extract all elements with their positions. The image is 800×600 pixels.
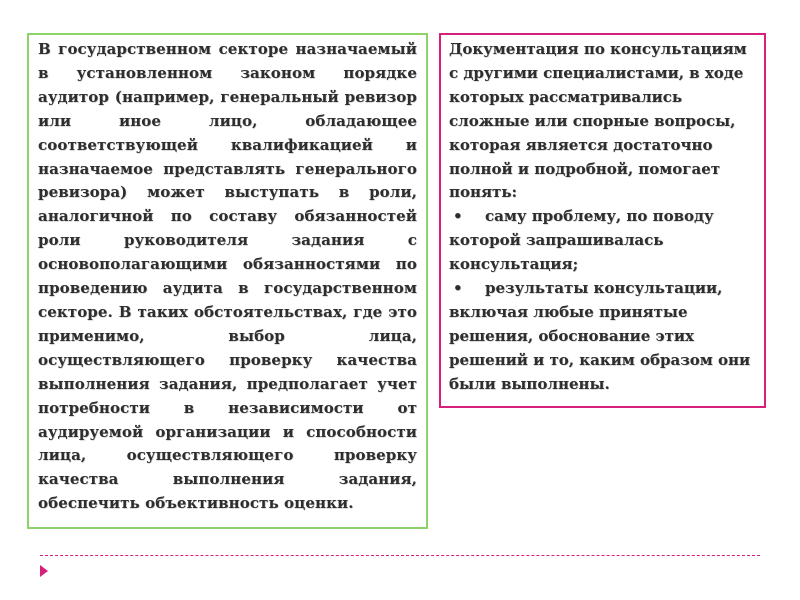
- play-arrow-icon[interactable]: [40, 565, 48, 577]
- right-intro-line: которых рассматривались: [449, 87, 683, 106]
- right-text-box: [439, 33, 766, 408]
- bullet-continuation: были выполнены.: [449, 374, 610, 393]
- left-line: основополагающими обязанностями по: [38, 255, 417, 274]
- bullet-continuation: включая любые принятые: [449, 302, 688, 321]
- bullet-icon: •: [453, 207, 463, 226]
- left-line: применимо, выбор лица,: [38, 326, 417, 345]
- left-line: назначаемое представлять генерального: [38, 159, 417, 178]
- left-line: В государственном секторе назначаемый: [38, 40, 417, 58]
- bullet-continuation: решения, обоснование этих: [449, 326, 694, 345]
- left-line: качества выполнения задания,: [38, 470, 417, 489]
- left-paragraph: [38, 38, 417, 516]
- bullet-continuation: которой запрашивалась: [449, 231, 664, 250]
- left-line: потребности в независимости от: [38, 398, 417, 417]
- left-line: или иное лицо, обладающее: [38, 111, 417, 130]
- left-line: соответствующей квалификацией и: [38, 135, 417, 154]
- right-intro-line: с другими специалистами, в ходе: [449, 63, 744, 82]
- left-line: аудируемой организации и способности: [38, 422, 417, 441]
- dashed-divider: [40, 555, 760, 556]
- left-line: выполнения задания, предполагает учет: [38, 374, 417, 393]
- right-intro-line: которая является достаточно: [449, 135, 713, 154]
- left-line: в установленном законом порядке: [38, 63, 417, 82]
- right-intro-line: Документация по консультациям: [449, 40, 747, 58]
- right-intro-line: полной и подробной, помогает: [449, 159, 721, 178]
- left-line: аналогичной по составу обязанностей: [38, 207, 417, 226]
- left-line: ревизора) может выступать в роли,: [38, 183, 417, 202]
- left-line: осуществляющего проверку качества: [38, 350, 417, 369]
- right-intro-line: сложные или спорные вопросы,: [449, 111, 736, 130]
- bullet-continuation: консультация;: [449, 255, 579, 274]
- left-line-last: обеспечить объективность оценки.: [38, 494, 354, 513]
- bullet-text: результаты консультации,: [485, 279, 723, 298]
- bullet-text: саму проблему, по поводу: [485, 207, 714, 226]
- left-text-box: [27, 33, 428, 529]
- left-line: лица, осуществляющего проверку: [38, 446, 417, 465]
- left-line: аудитор (например, генеральный ревизор: [38, 87, 417, 106]
- bullet-item: [449, 205, 756, 229]
- left-line: секторе. В таких обстоятельствах, где это: [38, 302, 417, 321]
- bullet-item: [449, 277, 756, 301]
- right-intro-line: понять:: [449, 183, 518, 202]
- left-line: роли руководителя задания с: [38, 231, 417, 250]
- bullet-continuation: решений и то, каким образом они: [449, 350, 751, 369]
- bullet-icon: •: [453, 279, 463, 298]
- left-line: проведению аудита в государственном: [38, 279, 417, 298]
